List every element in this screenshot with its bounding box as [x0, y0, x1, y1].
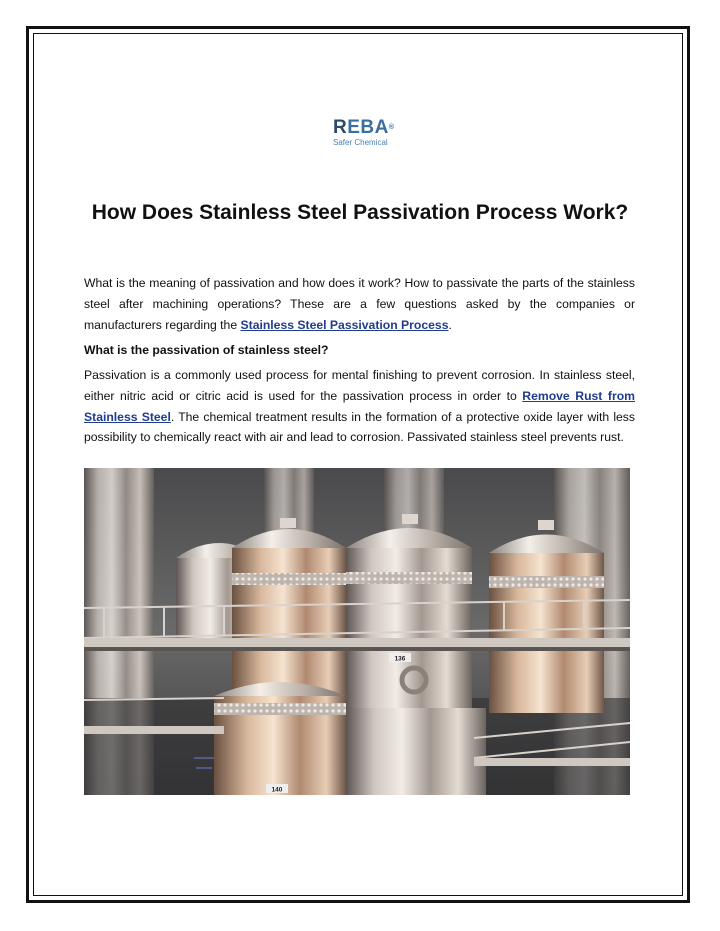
intro-text: What is the meaning of passivation and how does it work? How to passivate the parts of the stainless steel after machining operations? These are a few questions asked by the companies or manufacturers regarding the — [84, 276, 635, 332]
section-heading: What is the passivation of stainless steel? — [84, 343, 329, 357]
intro-text-end: . — [448, 317, 452, 332]
body-paragraph — [84, 365, 635, 448]
logo-letters-eba: EBA — [347, 117, 389, 138]
logo-registered-mark: ® — [388, 124, 395, 131]
body-text: Passivation is a commonly used process for mental finishing to prevent corrosion. In stainless steel, either nitric acid or citric acid is used for the passivation process in order to — [84, 368, 635, 403]
tank-label-136-text: 136 — [394, 655, 406, 663]
article-title: How Does Stainless Steel Passivation Process Work? — [91, 201, 629, 224]
logo-tagline: Safer Chemical — [333, 138, 388, 147]
body-text-end: . The chemical treatment results in the formation of a protective oxide layer with less possibility to chemically react with air and lead to corrosion. Passivated stainless steel prevents rust. — [84, 409, 635, 445]
reba-logo — [333, 118, 413, 150]
logo-wordmark — [333, 118, 413, 137]
remove-rust-link[interactable]: Remove Rust from Stainless Steel — [84, 388, 635, 424]
stainless-tanks-photo — [84, 468, 630, 795]
tank-label-140-text: 140 — [271, 786, 283, 794]
logo-letter-r: R — [333, 117, 348, 138]
passivation-process-link[interactable]: Stainless Steel Passivation Process — [240, 317, 449, 332]
intro-paragraph — [84, 273, 635, 335]
